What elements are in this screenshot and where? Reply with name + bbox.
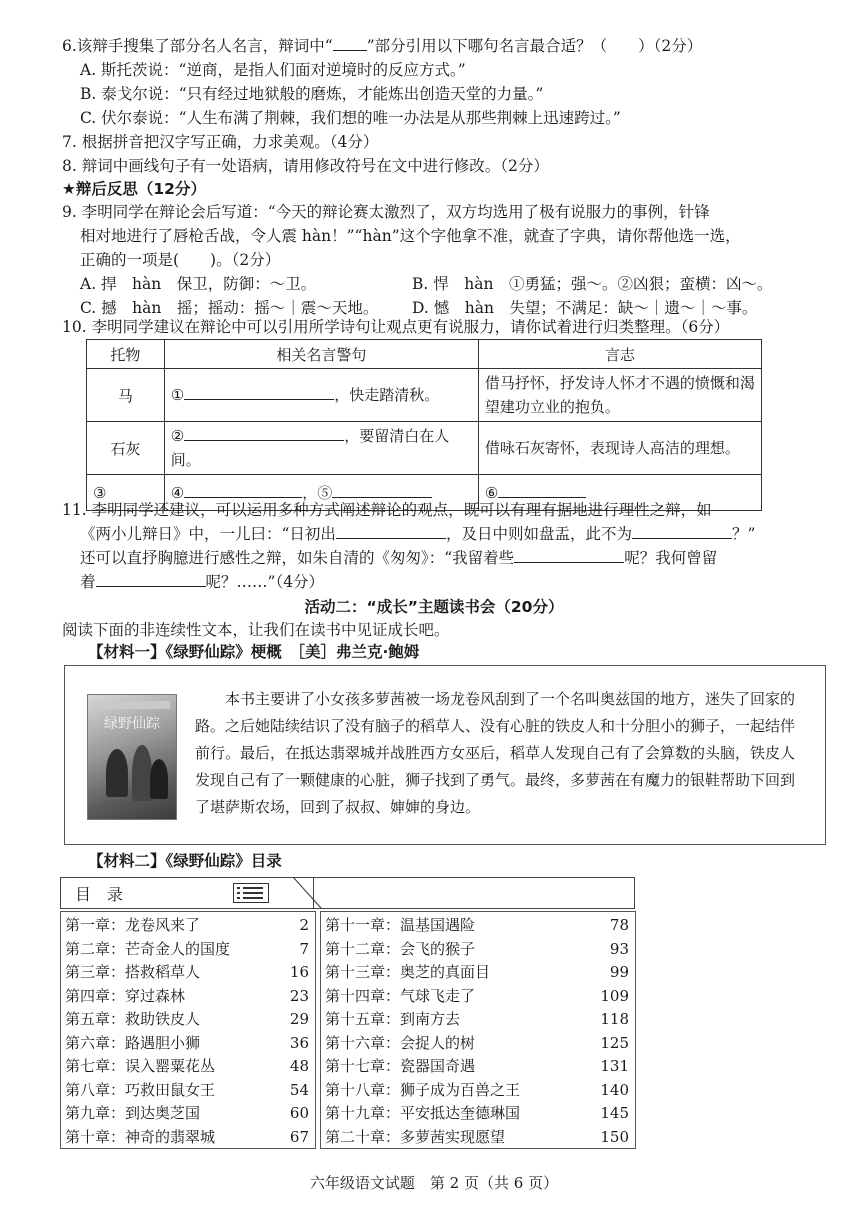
toc-page-number: 125 [600,1033,629,1052]
q10-row [87,369,762,422]
q10-object: 马 [87,369,165,422]
toc-page-number: 99 [609,963,629,981]
toc-chapter-row [65,914,309,938]
q11-text: 还可以直抒胸臆进行感性之辩，如朱自清的《匆匆》：“我留着些 [80,549,515,567]
q11-text: 呢？……”（4分） [205,573,325,591]
toc-chapter-title: 第九章：到达奥芝国 [65,1104,201,1122]
q11-text: ？” [731,525,756,543]
q10-answer-blank[interactable] [184,425,344,441]
toc-chapter-title: 第十三章：奥芝的真面目 [325,963,491,981]
cover-figure [132,745,152,801]
toc-page-number: 29 [289,1010,309,1028]
q6-stem-part2: ”部分引用以下哪句名言最合适？（ ）（2分） [366,37,703,55]
q10-stem: 10. 李明同学建议在辩论中可以引用所学诗句让观点更有说服力，请你试着进行归类整理。（6分） [62,318,730,336]
toc-page-number: 7 [299,939,309,958]
q10-quote-cell [164,422,478,475]
q11-line3 [80,547,717,569]
q10-table [86,339,762,511]
toc-chapter-title: 第十二章：会飞的猴子 [325,939,476,958]
q10-answer-blank[interactable] [184,482,302,498]
toc-page-number: 23 [289,986,309,1005]
q10-answer-blank[interactable] [332,482,432,498]
toc-chapter-row [325,1032,629,1056]
q11-line1: 11. 李明同学还建议，可以运用多种方式阐述辩论的观点，既可以有理有据地进行理性之辩，如 [62,501,712,519]
toc-chapter-row [65,1102,309,1126]
q10-will: 借咏石灰寄怀，表现诗人高洁的理想。 [478,422,761,475]
toc-chapter-row [325,914,629,938]
toc-chapter-title: 第十一章：温基国遇险 [325,916,476,934]
q9-option-c: C. 撼 hàn 摇；摇动：摇～｜震～天地。 [80,299,379,317]
q11-blank[interactable] [514,547,624,563]
toc-page-number: 131 [600,1057,629,1075]
toc-page-number: 109 [600,986,629,1005]
q10-object: ③ [87,475,165,511]
toc-chapter-row [325,1008,629,1032]
cover-figure [150,759,168,799]
q9-option-d: D. 憾 hàn 失望；不满足：缺～｜遗～｜～事。 [412,299,758,317]
material1-summary: 本书主要讲了小女孩多萝茜被一场龙卷风刮到了一个名叫奥兹国的地方，迷失了回家的路。之后她陆续结识了没有脑子的稻草人、没有心脏的铁皮人和十分胆小的狮子，一起结伴前行。最后，在抵达翡翠城并战胜西方女巫后，稻草人发现自己有了会算数的头脑，铁皮人发现自己有了一颗健康的心脏，狮子找到了勇气。最终，多萝茜在有魔力的银鞋帮助下回到了堪萨斯农场，回到了叔叔、婶婶的身边。 [195,690,796,816]
toc-chapter-title: 第六章：路遇胆小狮 [65,1033,201,1052]
q10-quote-num: ① [170,386,185,404]
toc-chapter-row [325,938,629,962]
cover-title: 绿野仙踪 [104,716,160,732]
toc-chapter-title: 第十章：神奇的翡翠城 [65,1127,216,1146]
toc-chapter-row [65,1055,309,1079]
toc-page-number: 78 [609,916,629,934]
q11-blank[interactable] [336,523,446,539]
table-of-contents [60,877,636,1147]
q7: 7. 根据拼音把汉字写正确，力求美观。（4分） [62,133,379,151]
section-reflect: ★辩后反思（12分） [62,180,206,198]
q10-quote-tail: ，要留清白在人间。 [170,427,450,469]
q11-text: 着 [80,573,96,591]
q10-quote-mid: ，⑤ [302,483,333,502]
toc-header [60,877,314,909]
q10-quote-num: ② [170,427,185,445]
toc-chapter-row [65,1079,309,1103]
q11-blank[interactable] [632,523,732,539]
material1-box [64,665,826,845]
toc-column-left [60,911,316,1149]
material1-title: 【材料一】《绿野仙踪》梗概 ［美］弗兰克·鲍姆 [88,643,420,661]
toc-chapter-title: 第十五章：到南方去 [325,1010,461,1028]
toc-chapter-row [325,1079,629,1103]
toc-chapter-row [65,938,309,962]
reading-intro: 阅读下面的非连续性文本，让我们在读书中见证成长吧。 [62,621,450,639]
toc-page-number: 67 [289,1127,309,1146]
toc-chapter-title: 第十九章：平安抵达奎德琳国 [325,1104,521,1122]
q6-option-b: B. 泰戈尔说：“只有经过地狱般的磨炼，才能炼出创造天堂的力量。” [80,85,544,103]
toc-chapter-title: 第十六章：会捉人的树 [325,1033,476,1052]
toc-label: 目 录 [75,885,124,904]
q11-text: ，及日中则如盘盂，此不为 [445,525,632,543]
toc-chapter-row [65,985,309,1009]
q10-answer-blank[interactable] [498,482,586,498]
toc-page-number: 36 [289,1033,309,1052]
toc-chapter-title: 第三章：搭救稻草人 [65,963,201,981]
q11-text: 呢？我何曾留 [624,549,718,567]
list-icon [233,883,269,903]
page-footer: 六年级语文试题 第 2 页（共 6 页） [309,1174,559,1192]
toc-header-right [306,877,635,909]
q6-option-a: A. 斯托茨说：“逆商，是指人们面对逆境时的反应方式。” [80,61,466,79]
q9-line1: 9. 李明同学在辩论会后写道：“今天的辩论赛太激烈了，双方均选用了极有说服力的事例，针锋 [62,203,710,221]
toc-chapter-title: 第四章：穿过森林 [65,986,186,1005]
q10-answer-blank[interactable] [184,384,334,400]
q10-object: 石灰 [87,422,165,475]
q9-line3: 正确的一项是( )。（2分） [80,251,281,269]
toc-chapter-row [65,1126,309,1150]
toc-page-number: 16 [289,963,309,981]
book-cover-image [87,694,177,820]
toc-page-number: 48 [289,1057,309,1075]
q6-option-c: C. 伏尔泰说：“人生布满了荆棘，我们想的唯一办法是从那些荆棘上迅速跨过。” [80,109,621,127]
toc-chapter-row [325,1126,629,1150]
toc-page-number: 60 [289,1104,309,1122]
toc-page-number: 2 [299,916,309,934]
q10-header-row [87,340,762,369]
toc-page-number: 118 [600,1010,629,1028]
toc-page-number: 140 [600,1080,629,1099]
toc-column-right [320,911,636,1149]
toc-chapter-row [65,1008,309,1032]
q9-line2: 相对地进行了唇枪舌战，令人震 hàn！”“hàn”这个字他拿不准，就查了字典，请你帮他选一选， [80,227,741,245]
toc-chapter-title: 第二十章：多萝茜实现愿望 [325,1127,506,1146]
toc-chapter-title: 第十四章：气球飞走了 [325,986,476,1005]
toc-chapter-title: 第一章：龙卷风来了 [65,916,201,934]
q10-header-object: 托物 [87,340,165,369]
toc-chapter-row [65,961,309,985]
q11-text: 《两小儿辩日》中，一儿曰：“日初出 [80,525,336,543]
q6-blank [333,35,367,51]
q10-quote-num: ④ [170,483,185,502]
q10-quote-cell [164,369,478,422]
toc-chapter-row [65,1032,309,1056]
activity2-heading: 活动二：“成长”主题读书会（20分） [304,598,564,616]
q10-quote-tail: ，快走踏清秋。 [334,386,440,404]
toc-chapter-title: 第五章：救助铁皮人 [65,1010,201,1028]
toc-chapter-title: 第十八章：狮子成为百兽之王 [325,1080,521,1099]
toc-chapter-row [325,985,629,1009]
q10-header-quote: 相关名言警句 [164,340,478,369]
toc-chapter-row [325,1102,629,1126]
toc-page-number: 145 [600,1104,629,1122]
cover-figure [106,749,128,797]
q10-row [87,422,762,475]
q11-blank[interactable] [96,571,206,587]
q8: 8. 辩词中画线句子有一处语病，请用修改符号在文中进行修改。（2分） [62,157,549,175]
q11-line2 [80,523,755,545]
cover-banner [94,701,170,709]
toc-chapter-title: 第二章：芒奇金人的国度 [65,939,231,958]
toc-page-number: 54 [289,1080,309,1099]
q11-line4 [80,571,324,593]
toc-chapter-title: 第十七章：瓷器国奇遇 [325,1057,476,1075]
toc-page-number: 150 [600,1127,629,1146]
q10-will: 借马抒怀，抒发诗人怀才不遇的愤慨和渴望建功立业的抱负。 [478,369,761,422]
toc-chapter-row [325,961,629,985]
toc-page-number: 93 [609,939,629,958]
material2-title: 【材料二】《绿野仙踪》目录 [88,852,282,870]
toc-chapter-row [325,1055,629,1079]
toc-chapter-title: 第八章：巧救田鼠女王 [65,1080,216,1099]
q9-option-a: A. 捍 hàn 保卫，防御：～卫。 [80,275,317,293]
q10-header-will: 言志 [478,340,761,369]
toc-chapter-title: 第七章：误入罂粟花丛 [65,1057,216,1075]
q6-stem-part1: 6.该辩手搜集了部分名人名言，辩词中“ [62,37,333,55]
q6-stem [62,35,702,57]
q9-option-b: B. 悍 hàn ①勇猛；强～。②凶狠；蛮横：凶～。 [412,275,773,293]
q10-will-num: ⑥ [484,483,499,502]
